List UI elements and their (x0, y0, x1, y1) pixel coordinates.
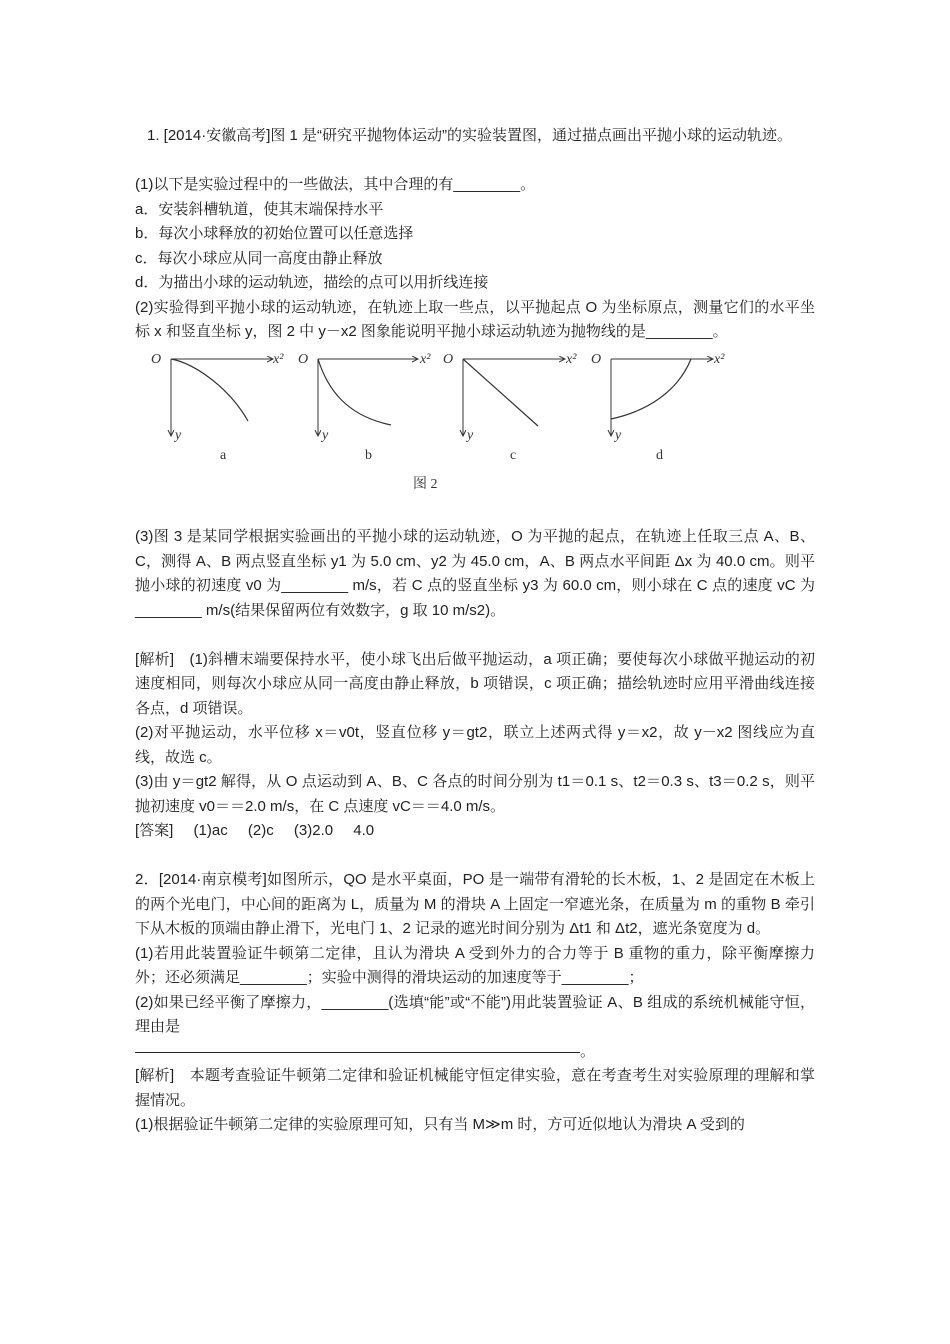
graph-c-y-label: y (467, 427, 474, 443)
q2-analysis-1: (1)根据验证牛顿第二定律的实验原理可知，只有当 M≫m 时，方可近似地认为滑块 A 受到的 (135, 1116, 745, 1133)
q2-analysis-intro: [解析] 本题考查验证牛顿第二定律和验证机械能守恒定律实验，意在考查考生对实验原理的理解和掌握情况。 (135, 1067, 815, 1109)
q2-part2: (2)如果已经平衡了摩擦力，________(选填“能”或“不能”)用此装置验证 A、B 组成的系统机械能守恒，理由是 (135, 993, 815, 1035)
answer-part-1: (1)ac (193, 822, 228, 839)
q2-part2-end: 。 (580, 1042, 596, 1060)
spacer (135, 149, 815, 174)
figure-2-graphs (143, 351, 743, 501)
graph-d-x-label: x² (714, 351, 725, 367)
graph-c-label: c (510, 447, 517, 463)
figure-2 (143, 351, 743, 501)
q2-part1: (1)若用此装置验证牛顿第二定律，且认为滑块 A 受到外力的合力等于 B 重物的重力，除平衡摩擦力外；还必须满足________；实验中测得的滑块运动的加速度等于________； (135, 944, 815, 986)
answer-part-3a: (3)2.0 (293, 822, 334, 839)
answer-part-2: (2)c (247, 822, 274, 839)
q2-intro: 2．[2014·南京模考]如图所示，QO 是水平桌面，PO 是一端带有滑轮的长木板，1、2 是固定在木板上的两个光电门，中心间的距离为 L，质量为 M 的滑块 A 上固定一窄遮光条，在质量为 m 的重物 B 牵引下从木板的顶端由静止滑下，光电门 1、2 记录的遮光时间分别为 Δt1 和 Δt2，遮光条宽度为 d。 (135, 871, 815, 937)
graph-a-x-label: x² (273, 351, 284, 367)
q2-part2-blank-line (135, 1040, 815, 1065)
graph-d (591, 352, 725, 463)
answer-label: [答案] (135, 822, 174, 839)
q1-part1-stem: (1)以下是实验过程中的一些做法，其中合理的有________。 (135, 176, 536, 193)
graph-b-x-label: x² (420, 351, 431, 367)
graph-b-label: b (365, 447, 372, 463)
graph-c-origin: O (443, 351, 454, 367)
q1-analysis-2: (2)对平抛运动，水平位移 x＝v0t，竖直位移 y＝gt2，联立上述两式得 y＝x2，故 y－x2 图线应为直线，故选 c。 (135, 724, 815, 766)
q1-option-a: a．安装斜槽轨道，使其末端保持水平 (135, 200, 384, 218)
q1-option-d: d．为描出小球的运动轨迹，描绘的点可以用折线连接 (135, 274, 489, 291)
q1-option-c: c．每次小球应从同一高度由静止释放 (135, 249, 383, 267)
graph-a-y-label: y (175, 427, 182, 443)
spacer (135, 501, 815, 526)
graph-d-y-label: y (615, 427, 622, 443)
answer-blank (135, 1051, 580, 1053)
spacer (135, 623, 815, 648)
figure-caption: 图 2 (413, 476, 438, 492)
q1-answer (135, 819, 815, 844)
q1-option-b: b．每次小球释放的初始位置可以任意选择 (135, 225, 414, 242)
q1-part3-stem: (3)图 3 是某同学根据实验画出的平抛小球的运动轨迹，O 为平抛的起点，在轨迹上任取三点 A、B、C，测得 A、B 两点竖直坐标 y1 为 5.0 cm、y2 为 45.0 cm，A、B 两点水平间距 Δx 为 40.0 cm。则平抛小球的初速度 v0 为________ m/s，若 C 点的竖直坐标 y3 为 60.0 cm，则小球在 C 点的速度 vC 为________ m/s(结果保留两位有效数字，g 取 10 m/s2)。 (135, 528, 815, 619)
graph-b-origin: O (298, 351, 309, 367)
graph-d-label: d (656, 447, 663, 463)
graph-d-origin: O (591, 351, 602, 367)
q1-analysis-3: (3)由 y＝gt2 解得，从 O 点运动到 A、B、C 各点的时间分别为 t1＝0.1 s、t2＝0.3 s、t3＝0.2 s，则平抛初速度 v0＝＝2.0 m/s，在 C 点速度 vC＝＝4.0 m/s。 (135, 773, 815, 815)
graph-c-x-label: x² (566, 351, 577, 367)
q1-intro: 1. [2014·安徽高考]图 1 是“研究平抛物体运动”的实验装置图，通过描点画出平抛小球的运动轨迹。 (147, 127, 793, 144)
spacer (135, 844, 815, 869)
graph-a-origin: O (151, 351, 162, 367)
q1-part2-stem: (2)实验得到平抛小球的运动轨迹，在轨迹上取一些点，以平抛起点 O 为坐标原点，测量它们的水平坐标 x 和竖直坐标 y，图 2 中 y－x2 图象能说明平抛小球运动轨迹为抛物线的是________。 (135, 298, 815, 340)
graph-b (298, 352, 431, 463)
graph-b-y-label: y (322, 427, 329, 443)
graph-a-label: a (220, 447, 227, 463)
answer-part-3b: 4.0 (353, 822, 375, 839)
q1-analysis-1: [解析] (1)斜槽末端要保持水平，使小球飞出后做平抛运动，a 项正确；要使每次小球做平抛运动的初速度相同，则每次小球应从同一高度由静止释放，b 项错误，c 项正确；描绘轨迹时应用平滑曲线连接各点，d 项错误。 (135, 650, 815, 717)
graph-a (151, 352, 284, 463)
document-page (135, 124, 815, 1138)
graph-c (443, 352, 577, 463)
